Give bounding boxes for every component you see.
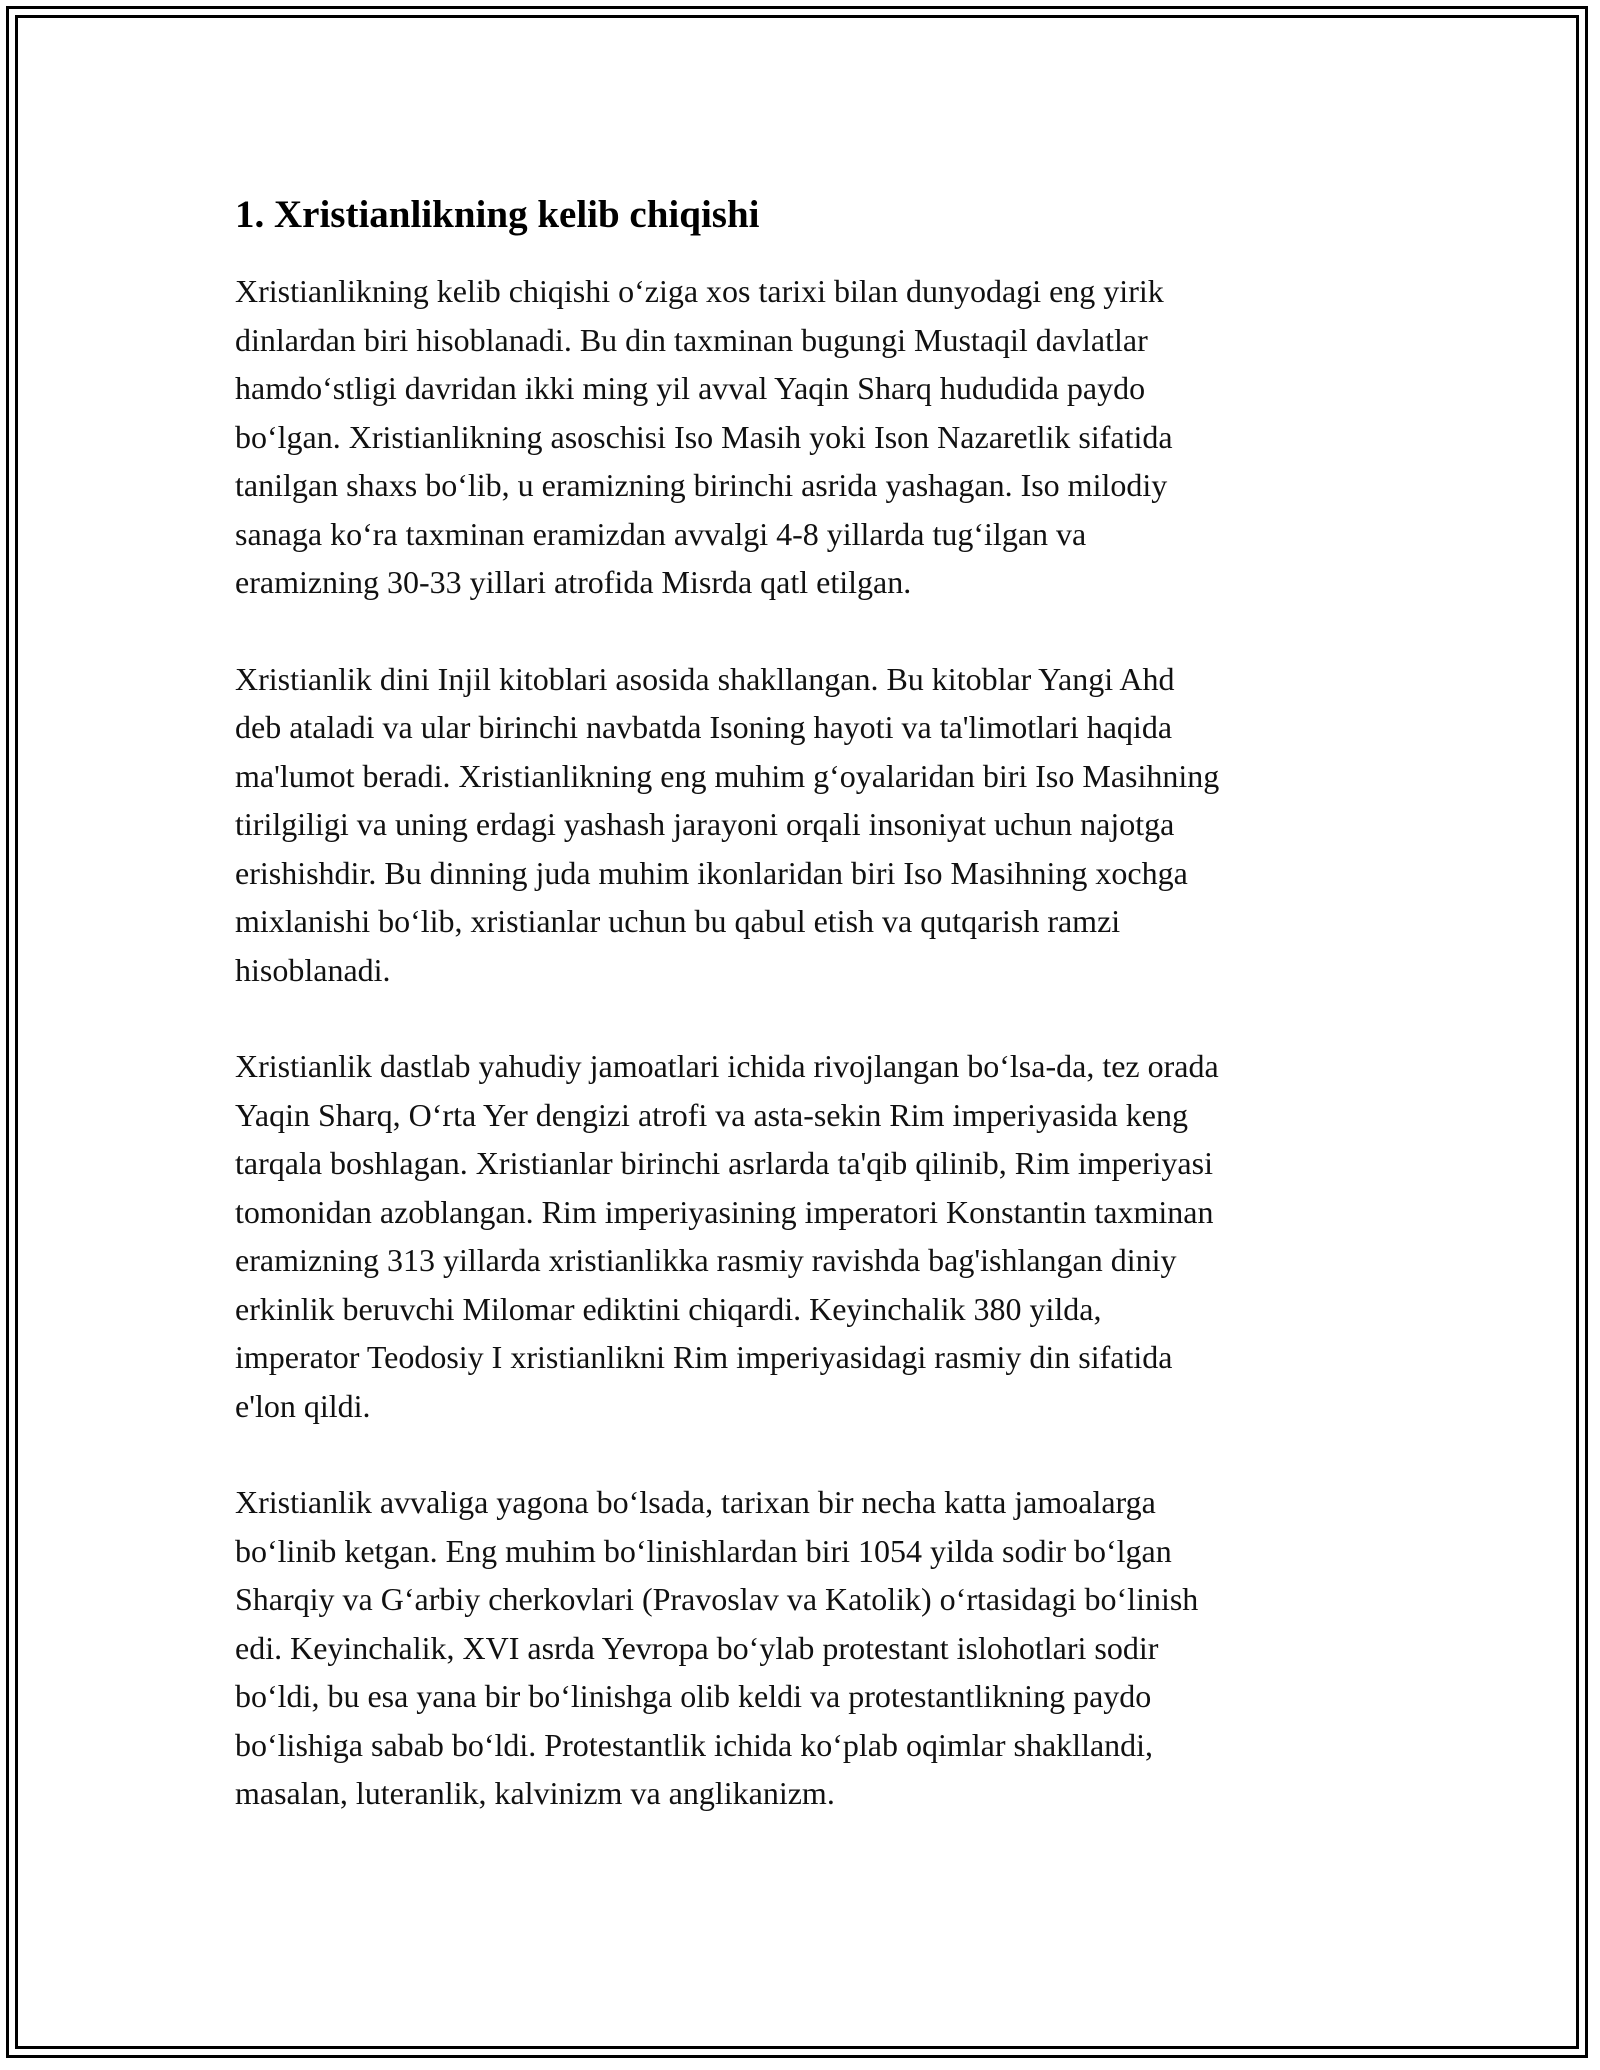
paragraph-2: Xristianlik dini Injil kitoblari asosida shakllangan. Bu kitoblar Yangi Ahd deb ataladi va ular birinchi navbatda Isoning hayoti va ta'limotlari haqida ma'lumot beradi. Xristianlikning eng muhim g‘oyalaridan biri Iso Masihning tirilgiligi va uning erdagi yashash jarayoni orqali insoniyat uchun najotga erishishdir. Bu dinning juda muhim ikonlaridan biri Iso Masihning xochga mixlanishi bo‘lib, xristianlar uchun bu qabul etish va qutqarish ramzi hisoblanadi. (235, 660, 1220, 988)
paragraph-3: Xristianlik dastlab yahudiy jamoatlari ichida rivojlangan bo‘lsa-da, tez orada Yaqin Sharq, O‘rta Yer dengizi atrofi va asta-sekin Rim imperiyasida keng tarqala boshlagan. Xristianlar birinchi asrlarda ta'qib qilinib, Rim imperiyasi tomonidan azoblangan. Rim imperiyasining imperatori Konstantin taxminan eramizning 313 yillarda xristianlikka rasmiy ravishda bag'ishlangan diniy erkinlik beruvchi Milomar ediktini chiqardi. Keyinchalik 380 yilda, imperator Teodosiy I xristianlikni Rim imperiyasidagi rasmiy din sifatida e'lon qildi. (235, 1048, 1219, 1424)
paragraph-1: Xristianlikning kelib chiqishi o‘ziga xos tarixi bilan dunyodagi eng yirik dinlardan biri hisoblanadi. Bu din taxminan bugungi Mustaqil davlatlar hamdo‘stligi davridan ikki ming yil avval Yaqin Sharq hududida paydo bo‘lgan. Xristianlikning asoschisi Iso Masih yoki Ison Nazaretlik sifatida tanilgan shaxs bo‘lib, u eramizning birinchi asrida yashagan. Iso milodiy sanaga ko‘ra taxminan eramizdan avvalgi 4-8 yillarda tug‘ilgan va eramizning 30-33 yillari atrofida Misrda qatl etilgan. (235, 273, 1173, 600)
section-heading: 1. Xristianlikning kelib chiqishi (235, 193, 760, 236)
document-page (235, 187, 1375, 1866)
paragraph-4: Xristianlik avvaliga yagona bo‘lsada, tarixan bir necha katta jamoalarga bo‘linib ketgan. Eng muhim bo‘linishlardan biri 1054 yilda sodir bo‘lgan Sharqiy va G‘arbiy cherkovlari (Pravoslav va Katolik) o‘rtasidagi bo‘linish edi. Keyinchalik, XVI asrda Yevropa bo‘ylab protestant islohotlari sodir bo‘ldi, bu esa yana bir bo‘linishga olib keldi va protestantlikning paydo bo‘lishiga sabab bo‘ldi. Protestantlik ichida ko‘plab oqimlar shakllandi, masalan, luteranlik, kalvinizm va anglikanizm. (235, 1484, 1199, 1811)
